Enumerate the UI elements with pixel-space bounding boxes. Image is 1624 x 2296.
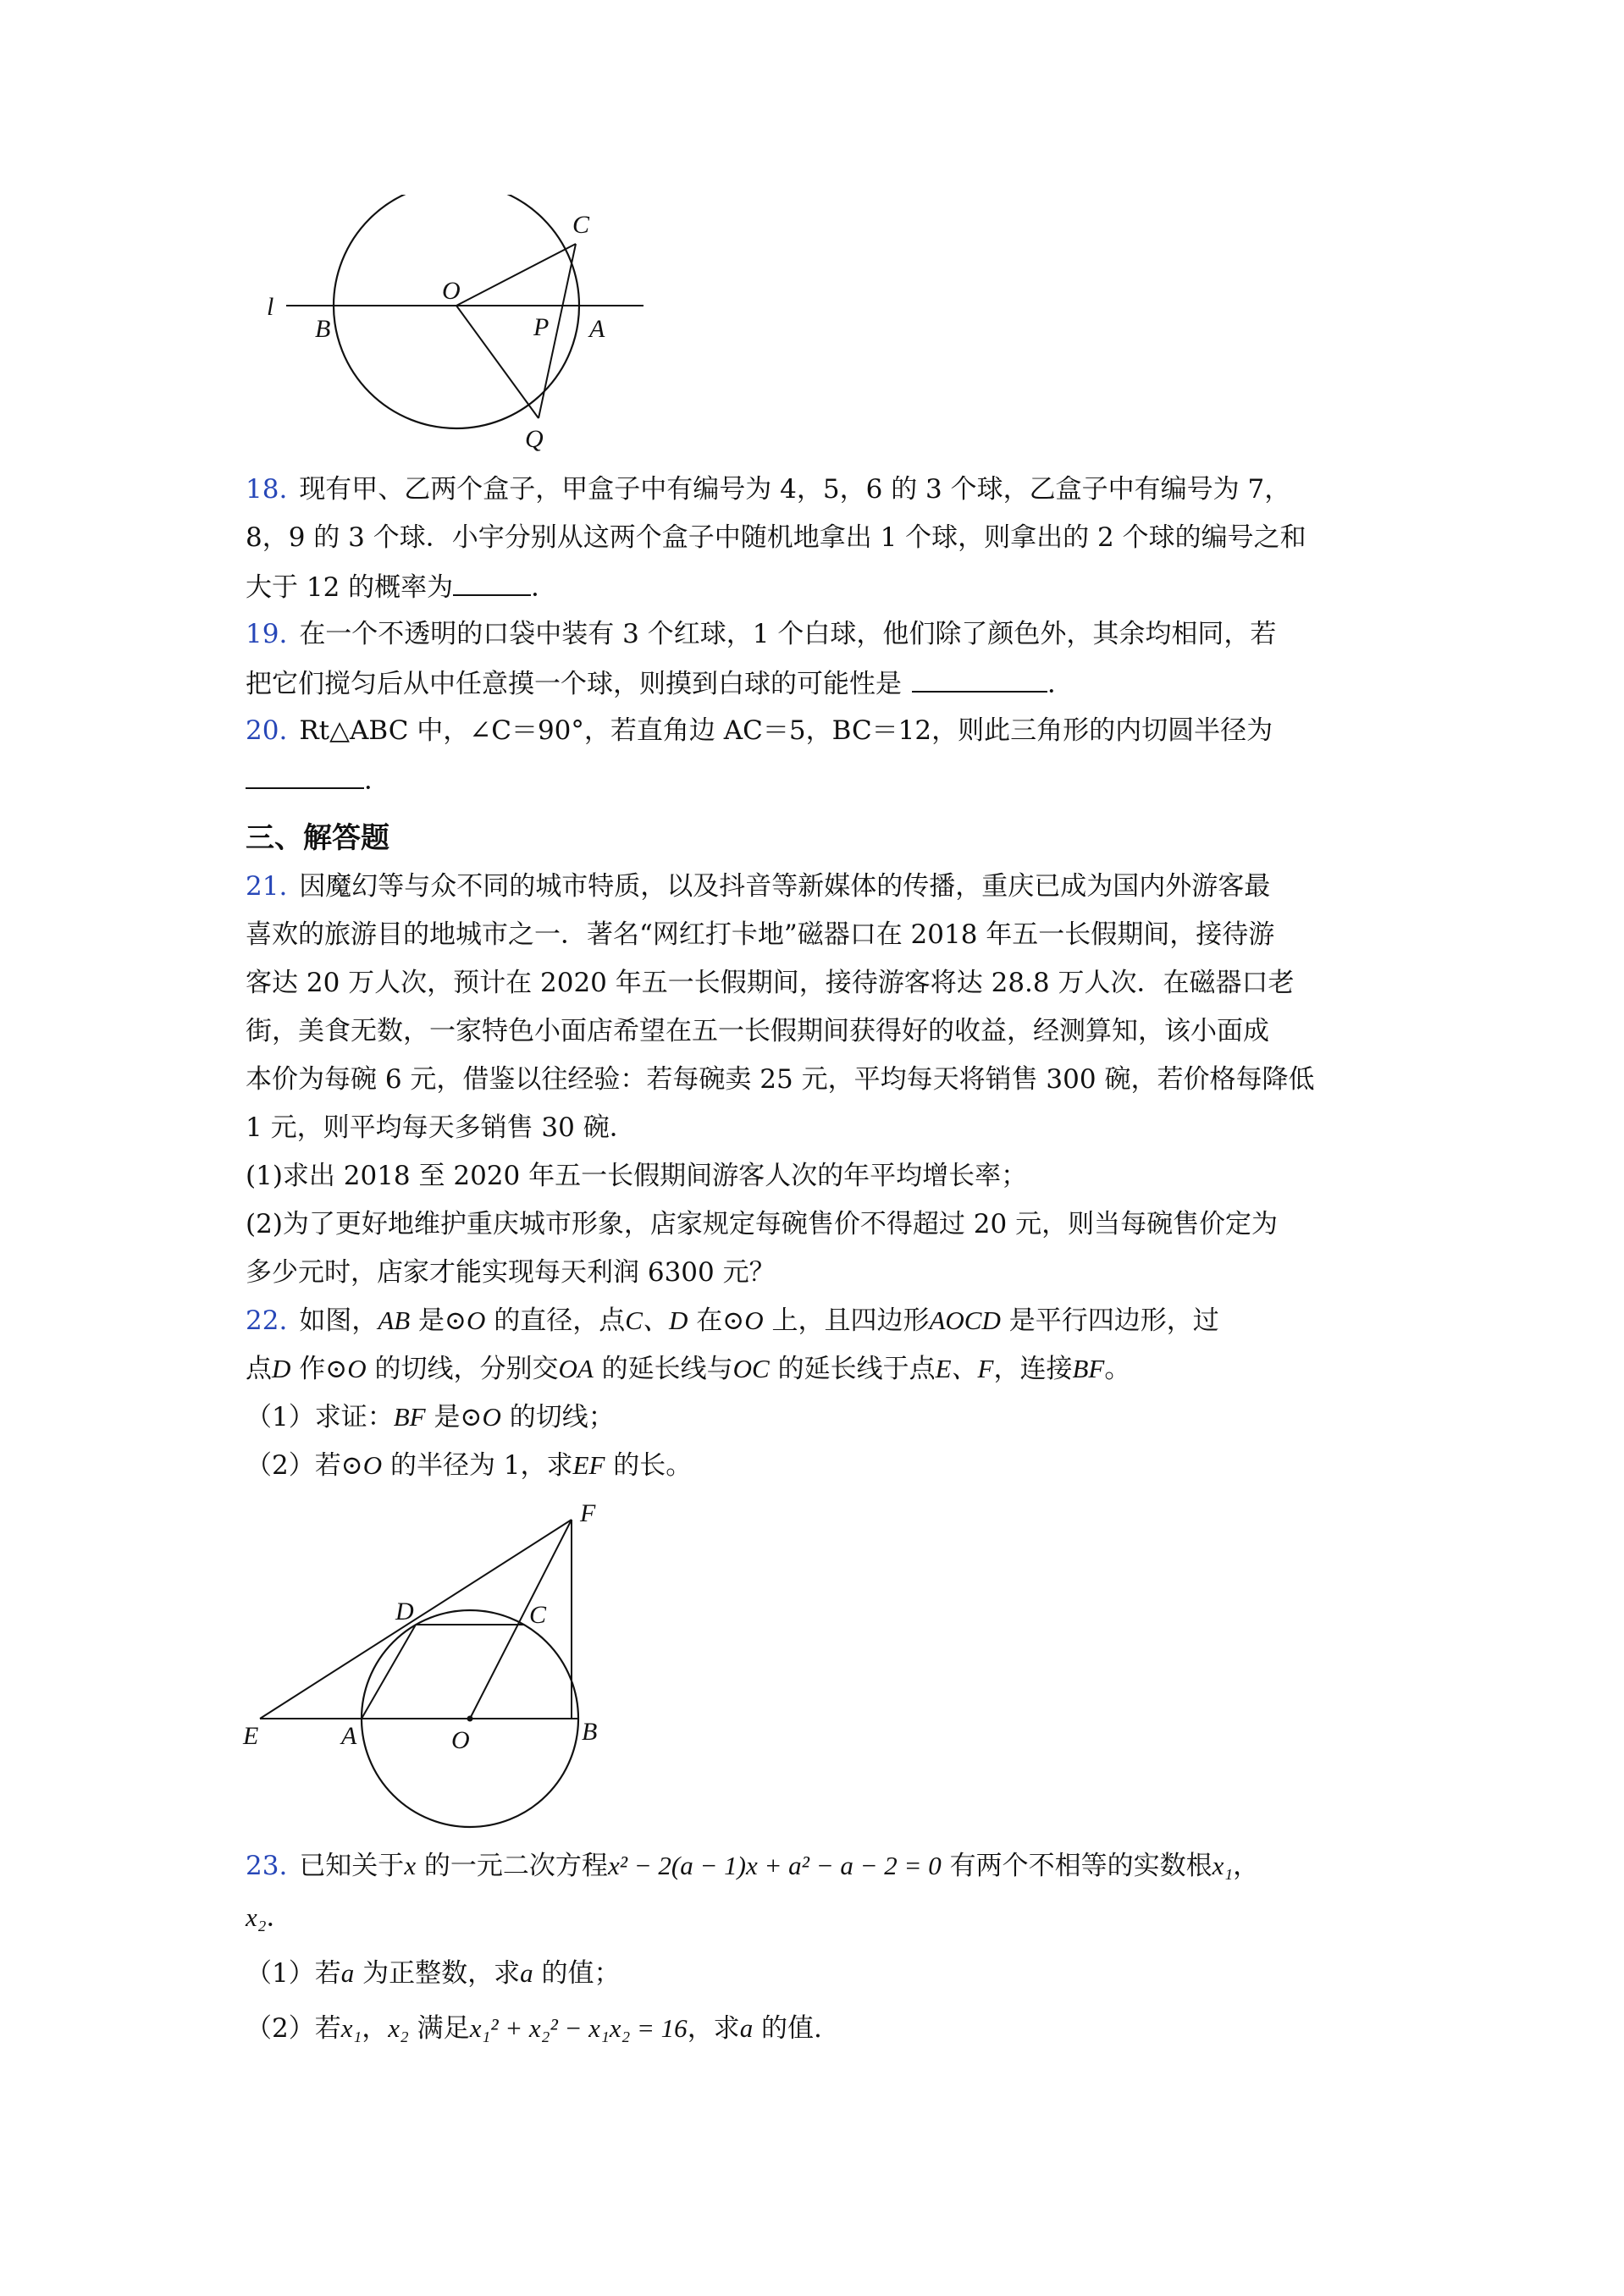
q18-line1: [246, 472, 1290, 506]
label-o: O: [442, 277, 461, 305]
q22-p1-bf: BF: [393, 1402, 426, 1432]
q22-l2-t5: 的延长线于点: [769, 1354, 936, 1384]
q23-p2-e: 的值.: [753, 2013, 822, 2044]
q22-oa: OA: [558, 1354, 594, 1383]
line-ad: [362, 1625, 416, 1719]
q18-text2: 8，9 的 3 个球．小宇分别从这两个盒子中随机地拿出 1 个球，则拿出的 2 个球的编号之和: [246, 522, 1306, 553]
q19-text2: 把它们搅匀后从中任意摸一个球，则摸到白球的可能性是: [246, 669, 902, 699]
q23-p2-x1: x₁: [340, 2013, 362, 2043]
q22-o3: O: [347, 1354, 367, 1383]
q23-p1-a-var: a: [340, 1958, 355, 1988]
q23-t3: 有两个不相等的实数根: [941, 1851, 1212, 1881]
q23-p2-c: 满足: [408, 2013, 470, 2044]
label-b-2: B: [582, 1718, 598, 1746]
q19-blank[interactable]: [912, 665, 1047, 693]
q21-text3: 客达 20 万人次，预计在 2020 年五一长假期间，接待游客将达 28.8 万人次．在磁器口老: [246, 968, 1295, 998]
q22-t1: 如图，: [299, 1305, 378, 1336]
q22-p2-b: 的半径为 1，求: [382, 1450, 573, 1481]
q21-part2-line1: [246, 1207, 1278, 1241]
q22-p2-a: （2）若⊙: [246, 1450, 363, 1481]
q23-line1: [246, 1849, 1259, 1883]
q22-l2-t4: 的延长线与: [593, 1354, 733, 1384]
circle-o: [334, 195, 579, 428]
q22-p1-o: O: [482, 1402, 501, 1432]
figure-tangent-svg: [241, 1503, 631, 1841]
q20-blank[interactable]: [246, 762, 364, 789]
q18-line3: [246, 569, 557, 604]
q19-line1: [246, 617, 1276, 651]
q18-line2: [246, 521, 1306, 555]
q23-t2: 的一元二次方程: [416, 1851, 608, 1881]
q22-ef: E、F: [935, 1354, 994, 1383]
q21-line2: [246, 918, 1274, 952]
q19-line2: [246, 665, 1074, 701]
q22-t6: 是平行四边形，过: [1000, 1305, 1219, 1336]
q22-p1-a: （1）求证：: [246, 1402, 394, 1432]
line-ef: [260, 1520, 572, 1719]
q18-text3-end: ．: [531, 572, 558, 603]
label-c: C: [572, 211, 590, 239]
q19-text1: 在一个不透明的口袋中装有 3 个红球，1 个白球，他们除了颜色外，其余均相同，若: [299, 619, 1277, 649]
q23-p1-a-var2: a: [520, 1958, 533, 1988]
label-a-2: A: [341, 1722, 357, 1750]
q23-p2-d: ，求: [687, 2013, 740, 2044]
q21-text1: 因魔幻等与众不同的城市特质，以及抖音等新媒体的传播，重庆已成为国内外游客最: [299, 871, 1271, 902]
q22-p1-c: 的切线；: [500, 1402, 615, 1432]
q22-l2-t7: 。: [1104, 1354, 1131, 1384]
q23-part2: [246, 2012, 822, 2045]
q21-line1: [246, 869, 1270, 903]
point-o: [467, 1716, 473, 1722]
q21-part2-text1: (2)为了更好地维护重庆城市形象，店家规定每碗售价不得超过 20 元，则当每碗售价定为: [246, 1209, 1279, 1239]
q23-x: x: [404, 1851, 417, 1880]
q23-p1-c: 的值；: [533, 1958, 621, 1989]
q22-t5: 上，且四边形: [763, 1305, 930, 1336]
q21-line6: [246, 1111, 636, 1145]
q22-p1-b: 是⊙: [425, 1402, 483, 1432]
q23-equation: x² − 2(a − 1)x + a² − a − 2 = 0: [607, 1851, 942, 1880]
q21-part1-text: (1)求出 2018 至 2020 年五一长假期间游客人次的年平均增长率；: [246, 1161, 1028, 1191]
q21-line3: [246, 966, 1294, 1000]
q22-part2: [246, 1449, 692, 1482]
q22-l2-t6: ，连接: [993, 1354, 1073, 1384]
q21-part2-line2: [246, 1256, 776, 1289]
q23-p1-a: （1）若: [246, 1958, 341, 1989]
q21-text4: 街，美食无数，一家特色小面店希望在五一长假期间获得好的收益，经测算知，该小面成: [246, 1016, 1269, 1046]
q19-number: 19.: [246, 619, 288, 649]
figure-tangent: [241, 1503, 631, 1841]
q23-t4: ，: [1233, 1851, 1260, 1881]
q22-line2: [246, 1352, 1130, 1386]
q22-o2: O: [744, 1305, 764, 1335]
q22-bf: BF: [1072, 1354, 1105, 1383]
q22-p2-ef: EF: [572, 1450, 605, 1480]
q20-number: 20.: [246, 715, 288, 746]
q22-part1: [246, 1400, 615, 1434]
q22-t4: 在⊙: [688, 1305, 745, 1336]
q21-text6: 1 元，则平均每天多销售 30 碗．: [246, 1112, 636, 1143]
q22-l2-t3: 的切线，分别交: [366, 1354, 559, 1384]
q22-aocd: AOCD: [929, 1305, 1001, 1335]
q23-line2: [246, 1901, 293, 1934]
q22-cd: C、D: [625, 1305, 688, 1335]
q22-ab: AB: [378, 1305, 411, 1335]
q23-t1: 已知关于: [299, 1851, 405, 1881]
q23-number: 23.: [246, 1851, 288, 1881]
q18-blank[interactable]: [453, 569, 531, 596]
q20-line2: [246, 762, 390, 798]
label-q: Q: [525, 425, 544, 453]
label-b: B: [315, 315, 331, 343]
q19-text2-end: ．: [1047, 669, 1074, 699]
segment-oq: [456, 306, 539, 418]
q18-text1: 现有甲、乙两个盒子，甲盒子中有编号为 4，5，6 的 3 个球，乙盒子中有编号为 7，: [299, 474, 1291, 505]
label-o-2: O: [451, 1726, 470, 1754]
q23-x1: x₁: [1212, 1851, 1234, 1880]
q22-oc: OC: [732, 1354, 770, 1383]
q22-t3: 的直径，点: [485, 1305, 626, 1336]
q22-line1: [246, 1304, 1219, 1338]
line-of: [470, 1520, 572, 1719]
segment-oc: [456, 244, 576, 306]
q23-p2-b: ，: [362, 2013, 389, 2044]
label-d: D: [395, 1598, 414, 1625]
label-c-2: C: [529, 1601, 547, 1629]
section-heading: 三、解答题: [246, 821, 389, 855]
label-f: F: [580, 1503, 596, 1527]
q21-line5: [246, 1062, 1314, 1096]
q22-o1: O: [467, 1305, 486, 1335]
q23-part1: [246, 1957, 620, 1990]
q22-l2-t2: 作⊙: [290, 1354, 348, 1384]
figure-circle-line-svg: [246, 195, 669, 457]
q22-l2-t1: 点: [246, 1354, 272, 1384]
label-l: l: [267, 293, 274, 321]
figure-circle-line: [246, 195, 669, 457]
q23-p2-x2: x₂: [388, 2013, 409, 2043]
q21-part2-text2: 多少元时，店家才能实现每天利润 6300 元？: [246, 1257, 776, 1288]
q18-number: 18.: [246, 474, 288, 505]
q23-p2-a-var: a: [739, 2013, 754, 2043]
q23-p2-equation: x₁² + x₂² − x₁x₂ = 16: [469, 2013, 688, 2043]
q22-p2-o: O: [362, 1450, 383, 1480]
q22-d: D: [272, 1354, 291, 1383]
label-e: E: [243, 1722, 259, 1750]
q23-x2: x₂: [246, 1902, 267, 1932]
q23-p2-a: （2）若: [246, 2013, 341, 2044]
q23-p1-b: 为正整数，求: [354, 1958, 521, 1989]
q18-text3: 大于 12 的概率为: [246, 572, 454, 603]
q22-t2: 是⊙: [410, 1305, 467, 1336]
label-p: P: [533, 313, 550, 341]
q22-number: 22.: [246, 1305, 288, 1336]
q20-text2-end: ．: [364, 765, 390, 796]
q21-number: 21.: [246, 871, 288, 902]
q21-line4: [246, 1014, 1269, 1048]
q21-part1: [246, 1159, 1027, 1193]
label-a: A: [589, 315, 605, 343]
q21-text2: 喜欢的旅游目的地城市之一．著名“网红打卡地”磁器口在 2018 年五一长假期间，接待游: [246, 919, 1275, 950]
q20-line1: [246, 714, 1273, 748]
q20-text1: Rt△ABC 中，∠C＝90°，若直角边 AC＝5，BC＝12，则此三角形的内切圆半径为: [299, 715, 1273, 746]
q21-text5: 本价为每碗 6 元，借鉴以往经验：若每碗卖 25 元，平均每天将销售 300 碗，若价格每降低: [246, 1064, 1315, 1095]
q23-t5: ．: [266, 1902, 293, 1933]
q22-p2-c: 的长。: [605, 1450, 693, 1481]
